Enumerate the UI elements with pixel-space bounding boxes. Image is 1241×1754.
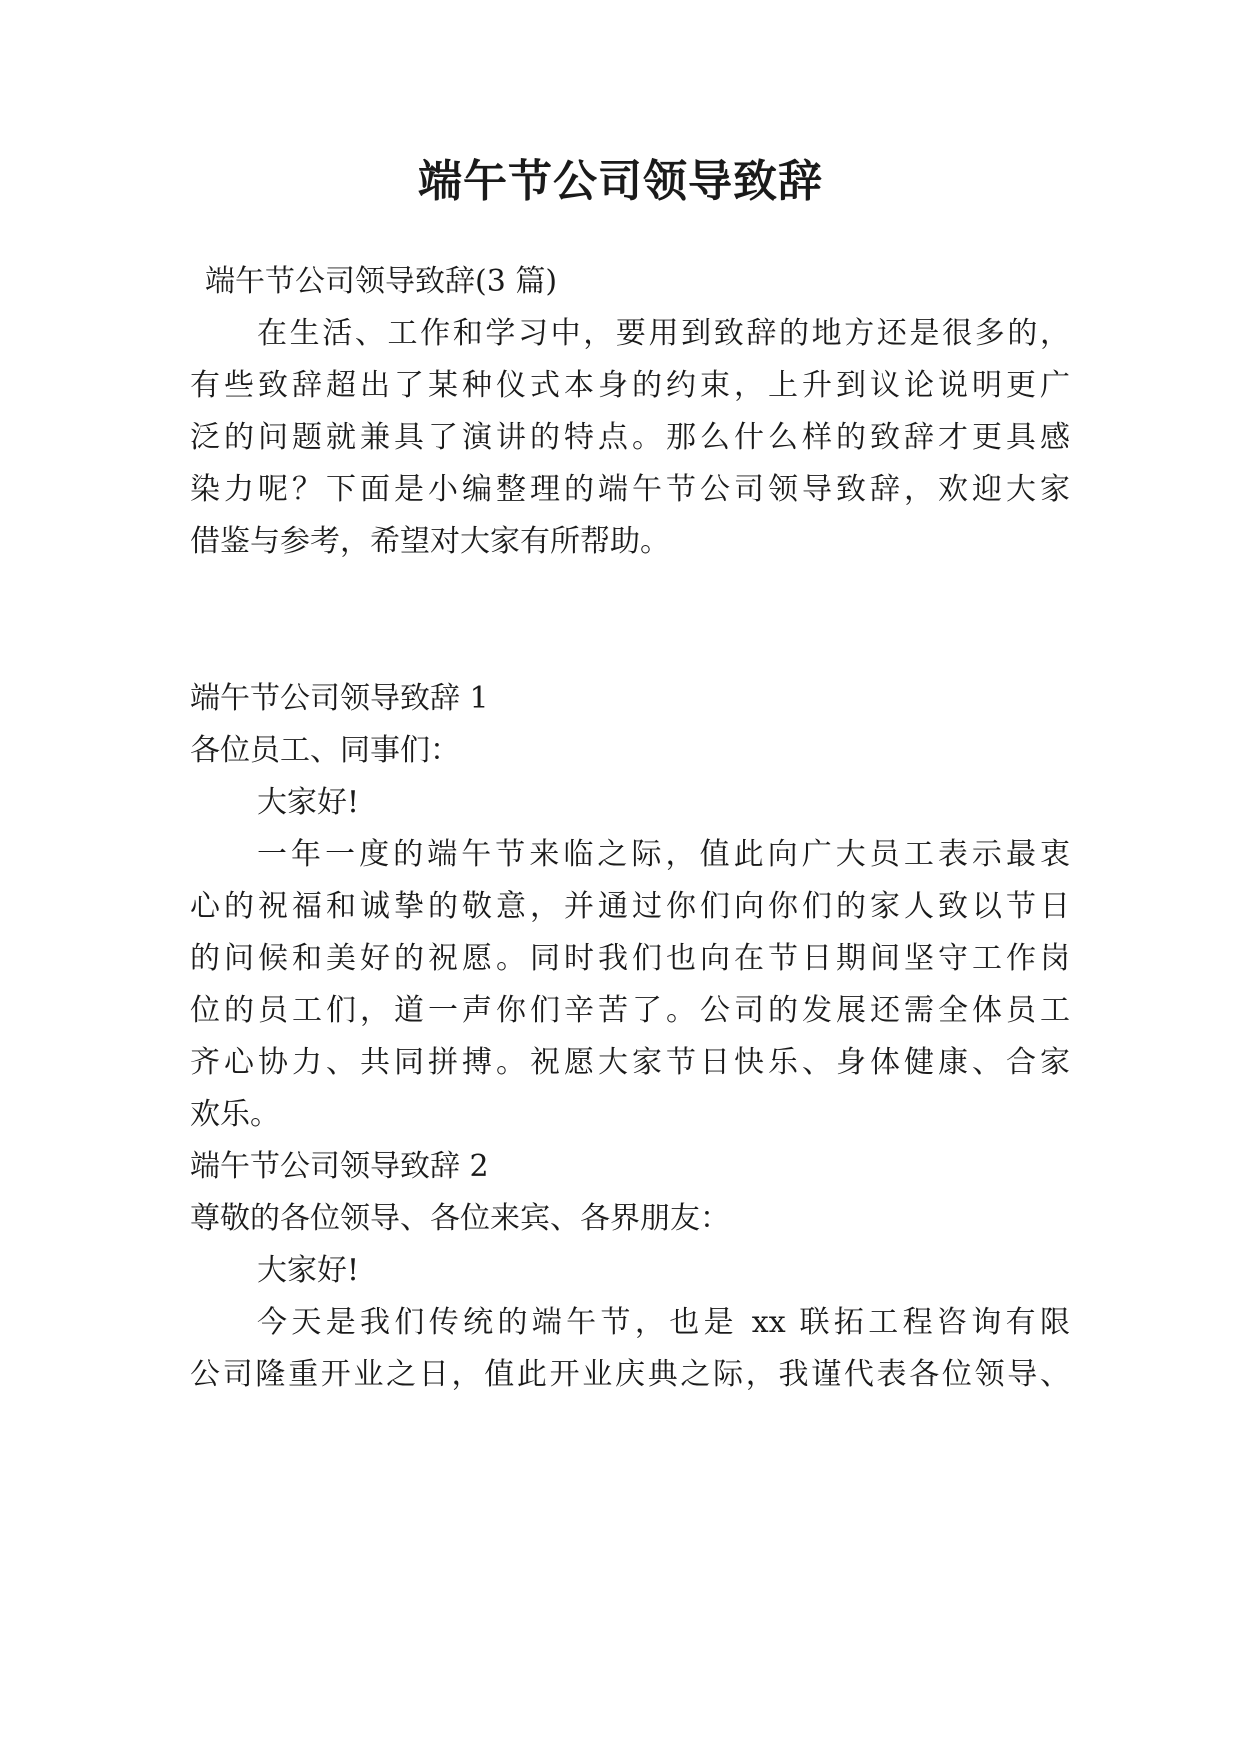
greeting: 大家好! bbox=[257, 1253, 360, 1288]
greeting: 大家好! bbox=[257, 785, 360, 820]
body-line: 欢乐。 bbox=[190, 1097, 280, 1132]
body-line: 心的祝福和诚挚的敬意，并通过你们向你们的家人致以节日 bbox=[190, 889, 1070, 924]
intro-line: 有些致辞超出了某种仪式本身的约束，上升到议论说明更广 bbox=[190, 368, 1070, 403]
body-line: 齐心协力、共同拼搏。祝愿大家节日快乐、身体健康、合家 bbox=[190, 1045, 1070, 1080]
page-title: 端午节公司领导致辞 bbox=[418, 156, 823, 207]
body-line: 今天是我们传统的端午节，也是 xx 联拓工程咨询有限 bbox=[257, 1305, 1070, 1340]
intro-line: 借鉴与参考，希望对大家有所帮助。 bbox=[190, 524, 670, 559]
body-line: 公司隆重开业之日，值此开业庆典之际，我谨代表各位领导、 bbox=[190, 1357, 1070, 1392]
body-line: 位的员工们，道一声你们辛苦了。公司的发展还需全体员工 bbox=[190, 993, 1070, 1028]
salutation: 各位员工、同事们： bbox=[190, 733, 460, 768]
body-line: 的问候和美好的祝愿。同时我们也向在节日期间坚守工作岗 bbox=[190, 941, 1070, 976]
document-subtitle: 端午节公司领导致辞(3 篇) bbox=[205, 264, 558, 299]
intro-line: 泛的问题就兼具了演讲的特点。那么什么样的致辞才更具感 bbox=[190, 420, 1070, 455]
section-heading: 端午节公司领导致辞 1 bbox=[190, 681, 489, 716]
salutation: 尊敬的各位领导、各位来宾、各界朋友： bbox=[190, 1201, 730, 1236]
section-heading: 端午节公司领导致辞 2 bbox=[190, 1149, 489, 1184]
intro-line: 染力呢？下面是小编整理的端午节公司领导致辞，欢迎大家 bbox=[190, 472, 1070, 507]
body-line: 一年一度的端午节来临之际，值此向广大员工表示最衷 bbox=[257, 837, 1070, 872]
intro-line: 在生活、工作和学习中，要用到致辞的地方还是很多的， bbox=[257, 316, 1070, 351]
